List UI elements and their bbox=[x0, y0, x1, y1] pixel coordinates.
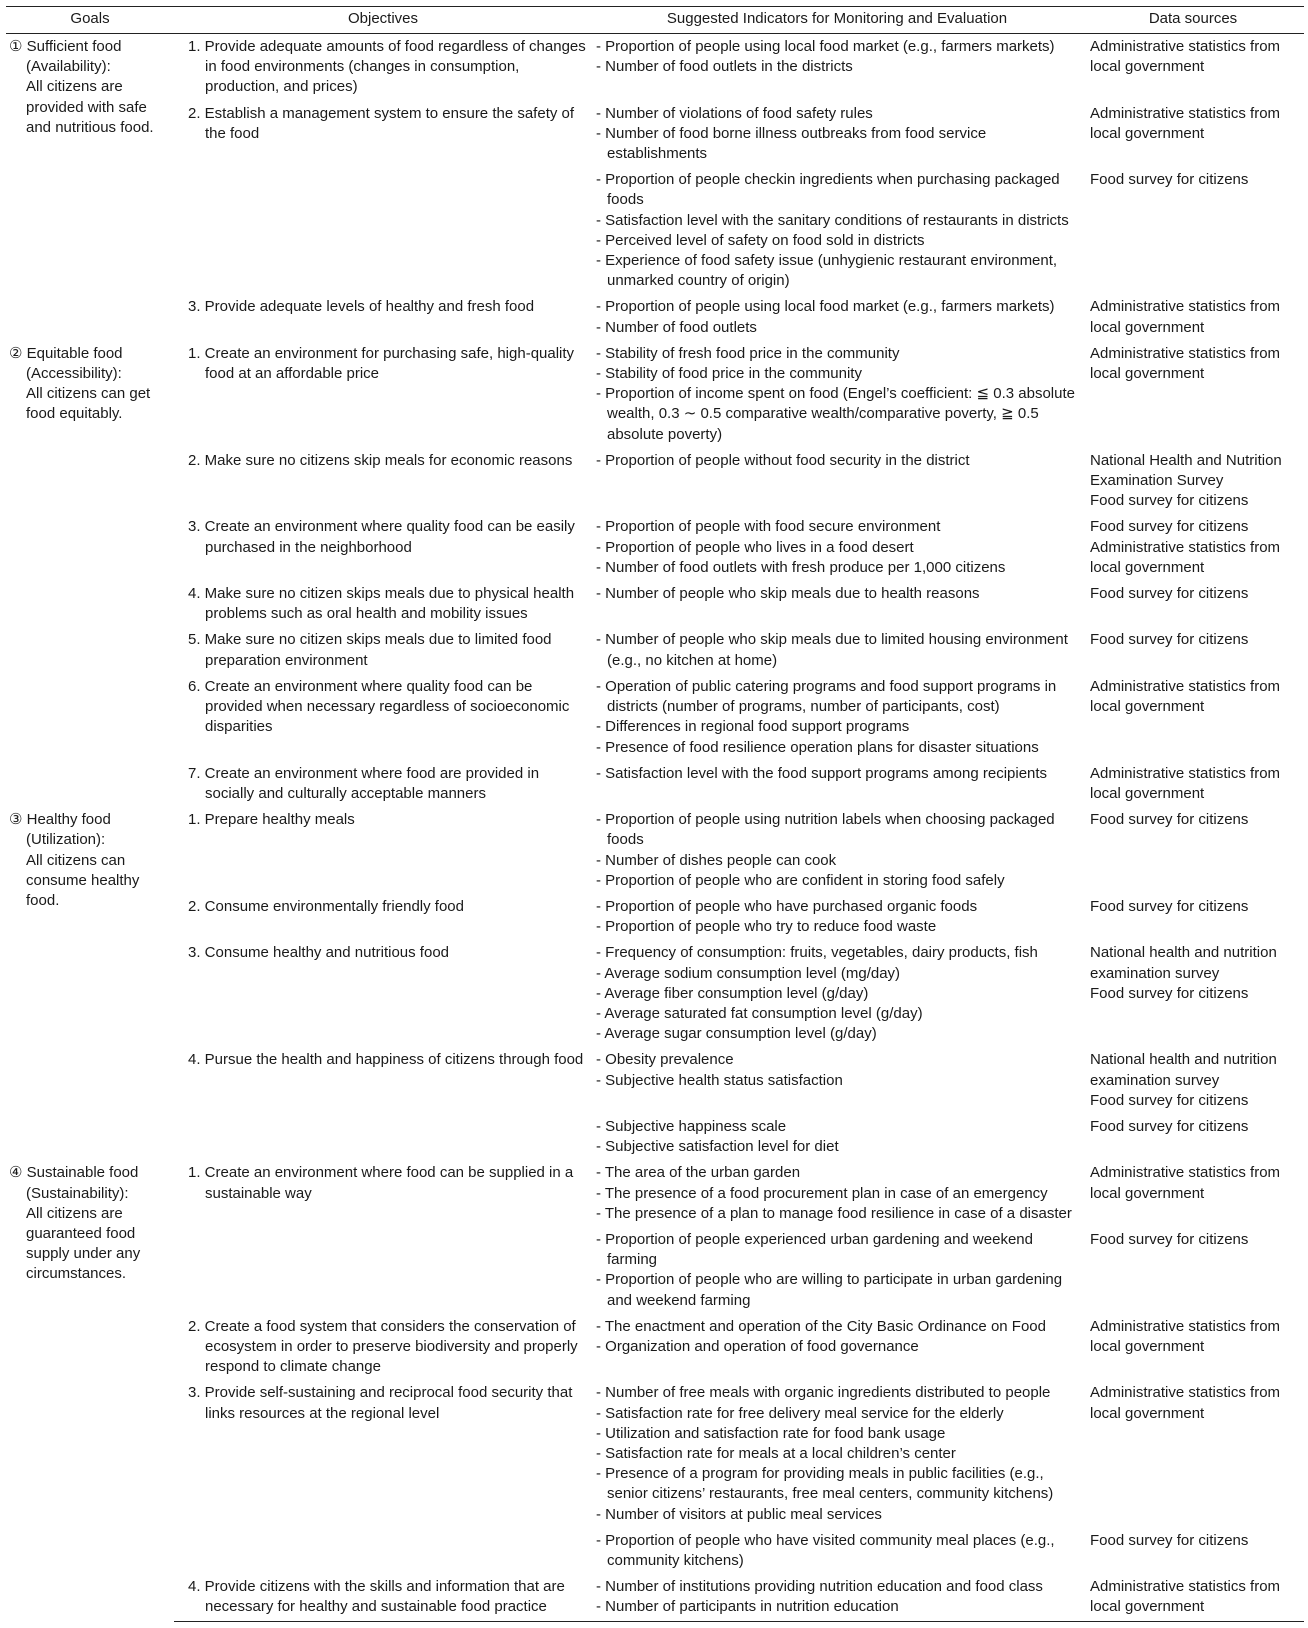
indicator-cell bbox=[592, 674, 1082, 761]
goal-cell bbox=[6, 807, 174, 1160]
indicator-item: - The presence of a food procurement plan in case of an emergency bbox=[596, 1184, 1048, 1202]
indicator-item: - Proportion of people using local food market (e.g., farmers markets) bbox=[596, 298, 1055, 316]
source-cell bbox=[1082, 581, 1304, 627]
source-text: Food survey for citizens bbox=[1090, 1117, 1249, 1135]
indicator-cell bbox=[592, 761, 1082, 807]
indicator-cell bbox=[592, 894, 1082, 940]
indicator-item: - Average sodium consumption level (mg/day) bbox=[596, 964, 901, 982]
source-text: National Health and Nutrition Examination Survey bbox=[1090, 451, 1282, 490]
objective-cell bbox=[174, 674, 592, 761]
source-text: Food survey for citizens bbox=[1090, 811, 1249, 829]
source-text: Food survey for citizens bbox=[1090, 1230, 1249, 1248]
objective-text: 6. Create an environment where quality food can be provided when necessary regardless of socioeconomic disparities bbox=[188, 677, 570, 736]
header-data-sources: Data sources bbox=[1082, 7, 1304, 34]
source-cell bbox=[1082, 1314, 1304, 1381]
indicator-item: - Experience of food safety issue (unhygienic restaurant environment, unmarked country of origin) bbox=[596, 252, 1058, 290]
objective-text: 2. Establish a management system to ensure the safety of the food bbox=[188, 104, 575, 142]
table-row bbox=[6, 761, 1304, 807]
indicator-item: - Obesity prevalence bbox=[596, 1051, 734, 1069]
indicator-cell bbox=[592, 627, 1082, 673]
source-text: Food survey for citizens bbox=[1090, 585, 1249, 603]
goal-line: (Sustainability): bbox=[26, 1184, 129, 1202]
source-cell bbox=[1082, 1574, 1304, 1621]
objective-text: 3. Create an environment where quality food can be easily purchased in the neighborhood bbox=[188, 518, 575, 556]
goal-line: ② Equitable food bbox=[9, 344, 123, 362]
indicator-item: - Operation of public catering programs and food support programs in districts (number of programs, number of participants, cost) bbox=[596, 677, 1057, 716]
source-text: Administrative statistics from local government bbox=[1090, 344, 1281, 383]
indicator-item: - Satisfaction rate for free delivery meal service for the elderly bbox=[596, 1404, 1004, 1422]
indicator-cell bbox=[592, 807, 1082, 894]
objective-cell bbox=[174, 1160, 592, 1313]
table-row bbox=[6, 940, 1304, 1047]
objective-text: 1. Create an environment for purchasing safe, high-quality food at an affordable price bbox=[188, 344, 575, 383]
goal-line: All citizens are bbox=[26, 78, 123, 96]
indicator-cell bbox=[592, 34, 1082, 101]
table-row bbox=[6, 294, 1304, 340]
source-text: Food survey for citizens bbox=[1090, 1531, 1249, 1549]
indicator-item: - Proportion of people who try to reduce food waste bbox=[596, 918, 937, 936]
indicator-item: - Number of violations of food safety rules bbox=[596, 104, 873, 122]
indicator-item: - Subjective happiness scale bbox=[596, 1117, 787, 1135]
objective-cell bbox=[174, 101, 592, 295]
indicator-item: - Number of visitors at public meal services bbox=[596, 1505, 882, 1523]
table-row bbox=[6, 807, 1304, 894]
indicator-item: - Stability of food price in the community bbox=[596, 365, 862, 383]
indicator-cell bbox=[592, 1380, 1082, 1527]
goal-line: (Availability): bbox=[26, 58, 111, 76]
objective-text: 5. Make sure no citizen skips meals due to limited food preparation environment bbox=[188, 631, 552, 669]
goal-line: ① Sufficient food bbox=[9, 38, 122, 55]
objective-cell bbox=[174, 807, 592, 894]
table-row bbox=[6, 581, 1304, 627]
source-cell bbox=[1082, 1380, 1304, 1527]
source-cell bbox=[1082, 1114, 1304, 1160]
goal-line: (Utilization): bbox=[26, 831, 106, 849]
indicator-item: - The enactment and operation of the City Basic Ordinance on Food bbox=[596, 1317, 1046, 1335]
indicator-item: - Proportion of people who are confident in storing food safely bbox=[596, 871, 1005, 889]
table-row bbox=[6, 1574, 1304, 1621]
indicator-item: - Number of food outlets in the districts bbox=[596, 58, 853, 76]
source-text: Administrative statistics from local government bbox=[1090, 1384, 1281, 1422]
indicator-item: - Satisfaction level with the sanitary conditions of restaurants in districts bbox=[596, 211, 1069, 229]
goal-line: All citizens are bbox=[26, 1204, 123, 1222]
indicator-item: - Proportion of people who have purchased organic foods bbox=[596, 897, 978, 915]
objective-cell bbox=[174, 627, 592, 673]
source-cell bbox=[1082, 1047, 1304, 1114]
objective-cell bbox=[174, 940, 592, 1047]
objective-cell bbox=[174, 34, 592, 101]
objective-cell bbox=[174, 1047, 592, 1160]
source-text: Administrative statistics from local government bbox=[1090, 1164, 1281, 1202]
source-text: Administrative statistics from local government bbox=[1090, 764, 1281, 802]
indicator-cell bbox=[592, 940, 1082, 1047]
indicator-item: - Presence of a program for providing meals in public facilities (e.g., senior citizens’ restaurants, free meal centers, community kitchens) bbox=[596, 1465, 1054, 1503]
source-cell bbox=[1082, 1160, 1304, 1227]
objective-text: 1. Prepare healthy meals bbox=[188, 811, 355, 829]
indicator-item: - Perceived level of safety on food sold in districts bbox=[596, 231, 925, 249]
header-goals: Goals bbox=[6, 7, 174, 34]
source-text: Administrative statistics from local government bbox=[1090, 38, 1281, 76]
goal-cell bbox=[6, 34, 174, 341]
objective-text: 3. Provide adequate levels of healthy and fresh food bbox=[188, 298, 535, 316]
goal-line: food equitably. bbox=[26, 405, 123, 423]
table-row bbox=[6, 1380, 1304, 1527]
objective-text: 2. Make sure no citizens skip meals for economic reasons bbox=[188, 451, 573, 469]
indicator-cell bbox=[592, 1160, 1082, 1227]
goal-line: circumstances. bbox=[26, 1265, 127, 1283]
indicator-item: - Proportion of people without food security in the district bbox=[596, 451, 970, 469]
source-cell bbox=[1082, 761, 1304, 807]
indicator-item: - Number of food outlets with fresh produce per 1,000 citizens bbox=[596, 558, 1006, 576]
goal-line: supply under any bbox=[26, 1245, 141, 1263]
indicator-item: - Number of food borne illness outbreaks from food service establishments bbox=[596, 124, 987, 163]
indicator-cell bbox=[592, 1227, 1082, 1314]
indicator-item: - Proportion of income spent on food (Engel’s coefficient: ≦ 0.3 absolute wealth, 0.3 ∼ 0.5 comparative wealth/comparative poverty, ≧ 0.5 absolute poverty) bbox=[596, 385, 1075, 443]
objective-cell bbox=[174, 1574, 592, 1621]
indicator-cell bbox=[592, 514, 1082, 581]
objective-text: 4. Provide citizens with the skills and information that are necessary for healthy and sustainable food practice bbox=[188, 1578, 565, 1616]
goal-line: ③ Healthy food bbox=[9, 811, 111, 829]
objective-text: 2. Consume environmentally friendly food bbox=[188, 897, 464, 915]
objective-text: 4. Pursue the health and happiness of citizens through food bbox=[188, 1051, 584, 1069]
objective-text: 1. Create an environment where food can be supplied in a sustainable way bbox=[188, 1164, 574, 1202]
objective-cell bbox=[174, 294, 592, 340]
indicator-item: - Satisfaction rate for meals at a local children’s center bbox=[596, 1445, 956, 1462]
source-text: Administrative statistics from local government bbox=[1090, 1578, 1281, 1616]
source-text: National health and nutrition examination survey bbox=[1090, 944, 1277, 982]
table-row bbox=[6, 514, 1304, 581]
source-cell bbox=[1082, 167, 1304, 294]
indicator-item: - Average sugar consumption level (g/day) bbox=[596, 1025, 877, 1043]
table-row bbox=[6, 101, 1304, 168]
source-cell bbox=[1082, 940, 1304, 1047]
objective-cell bbox=[174, 514, 592, 581]
indicator-item: - Proportion of people using local food market (e.g., farmers markets) bbox=[596, 38, 1055, 55]
goal-line: (Accessibility): bbox=[26, 365, 122, 383]
objective-cell bbox=[174, 581, 592, 627]
source-cell bbox=[1082, 341, 1304, 448]
goal-line: guaranteed food bbox=[26, 1224, 136, 1242]
indicator-item: - Number of free meals with organic ingredients distributed to people bbox=[596, 1384, 1051, 1402]
indicator-item: - Presence of food resilience operation plans for disaster situations bbox=[596, 738, 1039, 756]
table-row bbox=[6, 448, 1304, 515]
objective-text: 3. Consume healthy and nutritious food bbox=[188, 944, 449, 962]
indicator-item: - Stability of fresh food price in the community bbox=[596, 344, 900, 362]
goal-line: provided with safe bbox=[26, 98, 147, 116]
indicator-item: - Average saturated fat consumption level (g/day) bbox=[596, 1004, 923, 1022]
goal-line: consume healthy bbox=[26, 871, 140, 889]
goal-line: ④ Sustainable food bbox=[9, 1164, 139, 1182]
source-text: Food survey for citizens bbox=[1090, 631, 1249, 649]
source-cell bbox=[1082, 627, 1304, 673]
indicator-item: - Utilization and satisfaction rate for food bank usage bbox=[596, 1424, 946, 1442]
objective-text: 7. Create an environment where food are provided in socially and culturally acceptable manners bbox=[188, 764, 540, 802]
indicator-item: - Frequency of consumption: fruits, vegetables, dairy products, fish bbox=[596, 944, 1038, 962]
source-text: National health and nutrition examination survey bbox=[1090, 1051, 1277, 1089]
indicator-item: - Satisfaction level with the food support programs among recipients bbox=[596, 764, 1048, 782]
table-body bbox=[6, 34, 1304, 1622]
indicator-cell bbox=[592, 581, 1082, 627]
indicator-item: - The presence of a plan to manage food resilience in case of a disaster bbox=[596, 1204, 1072, 1222]
indicator-item: - Number of people who skip meals due to limited housing environment (e.g., no kitchen at home) bbox=[596, 631, 1068, 669]
source-cell bbox=[1082, 1227, 1304, 1314]
indicator-item: - Subjective health status satisfaction bbox=[596, 1071, 843, 1089]
source-text: Administrative statistics from local government bbox=[1090, 1317, 1281, 1355]
source-cell bbox=[1082, 1528, 1304, 1574]
indicator-item: - Number of food outlets bbox=[596, 318, 757, 336]
goal-cell bbox=[6, 341, 174, 807]
objective-cell bbox=[174, 761, 592, 807]
source-text: Administrative statistics from local government bbox=[1090, 104, 1281, 142]
source-text: Food survey for citizens bbox=[1090, 492, 1249, 510]
source-text: Food survey for citizens bbox=[1090, 1091, 1249, 1109]
objective-text: 2. Create a food system that considers the conservation of ecosystem in order to preserve biodiversity and properly respond to climate change bbox=[188, 1317, 578, 1376]
source-text: Food survey for citizens bbox=[1090, 984, 1249, 1002]
indicator-item: - Differences in regional food support programs bbox=[596, 718, 910, 736]
table-row bbox=[6, 1047, 1304, 1114]
source-cell bbox=[1082, 674, 1304, 761]
document bbox=[6, 6, 1304, 1622]
objective-cell bbox=[174, 1380, 592, 1574]
objective-cell bbox=[174, 341, 592, 448]
objective-text: 3. Provide self-sustaining and reciprocal food security that links resources at the regional level bbox=[188, 1384, 573, 1422]
source-text: Food survey for citizens bbox=[1090, 897, 1249, 915]
objective-cell bbox=[174, 448, 592, 515]
indicator-item: - Average fiber consumption level (g/day) bbox=[596, 984, 869, 1002]
objective-text: 1. Provide adequate amounts of food regardless of changes in food environments (changes in consumption, production, and prices) bbox=[188, 38, 586, 96]
indicator-item: - Number of institutions providing nutrition education and food class bbox=[596, 1578, 1043, 1596]
source-text: Administrative statistics from local government bbox=[1090, 298, 1281, 336]
indicator-cell bbox=[592, 1314, 1082, 1381]
source-cell bbox=[1082, 894, 1304, 940]
indicator-cell bbox=[592, 341, 1082, 448]
indicator-item: - Subjective satisfaction level for diet bbox=[596, 1138, 839, 1156]
source-cell bbox=[1082, 294, 1304, 340]
goal-line: and nutritious food. bbox=[26, 118, 154, 136]
table-row bbox=[6, 34, 1304, 101]
table-row bbox=[6, 341, 1304, 448]
header-indicators: Suggested Indicators for Monitoring and Evaluation bbox=[592, 7, 1082, 34]
indicator-item: - Number of dishes people can cook bbox=[596, 851, 837, 869]
table-row bbox=[6, 1314, 1304, 1381]
indicator-item: - Proportion of people who lives in a food desert bbox=[596, 538, 914, 556]
objective-cell bbox=[174, 1314, 592, 1381]
source-cell bbox=[1082, 807, 1304, 894]
table-row bbox=[6, 674, 1304, 761]
goal-cell bbox=[6, 1160, 174, 1621]
table-row bbox=[6, 1160, 1304, 1227]
indicator-item: - Proportion of people who are willing to participate in urban gardening and weekend farming bbox=[596, 1271, 1063, 1309]
table-header-row bbox=[6, 7, 1304, 34]
header-objectives: Objectives bbox=[174, 7, 592, 34]
indicator-cell bbox=[592, 101, 1082, 168]
source-cell bbox=[1082, 448, 1304, 515]
goal-line: food. bbox=[26, 891, 60, 909]
indicator-cell bbox=[592, 1047, 1082, 1114]
indicator-item: - Number of people who skip meals due to health reasons bbox=[596, 585, 980, 603]
table-row bbox=[6, 627, 1304, 673]
source-text: Food survey for citizens bbox=[1090, 171, 1249, 189]
indicator-cell bbox=[592, 294, 1082, 340]
monitoring-table bbox=[6, 6, 1304, 1622]
indicator-item: - Organization and operation of food governance bbox=[596, 1337, 919, 1355]
indicator-item: - Proportion of people using nutrition labels when choosing packaged foods bbox=[596, 811, 1055, 849]
indicator-item: - The area of the urban garden bbox=[596, 1164, 801, 1182]
indicator-item: - Proportion of people with food secure environment bbox=[596, 518, 941, 536]
source-cell bbox=[1082, 34, 1304, 101]
objective-text: 4. Make sure no citizen skips meals due to physical health problems such as oral health and mobility issues bbox=[188, 585, 575, 623]
indicator-item: - Number of participants in nutrition education bbox=[596, 1598, 899, 1616]
indicator-item: - Proportion of people experienced urban gardening and weekend farming bbox=[596, 1230, 1033, 1269]
goal-line: All citizens can get bbox=[26, 385, 151, 403]
source-text: Administrative statistics from local government bbox=[1090, 677, 1281, 716]
source-text: Administrative statistics from local government bbox=[1090, 538, 1281, 576]
indicator-cell bbox=[592, 167, 1082, 294]
indicator-cell bbox=[592, 1528, 1082, 1574]
source-cell bbox=[1082, 514, 1304, 581]
indicator-cell bbox=[592, 1114, 1082, 1160]
indicator-item: - Proportion of people who have visited community meal places (e.g., community kitchens) bbox=[596, 1531, 1055, 1570]
source-cell bbox=[1082, 101, 1304, 168]
source-text: Food survey for citizens bbox=[1090, 518, 1249, 536]
indicator-item: - Proportion of people checkin ingredients when purchasing packaged foods bbox=[596, 171, 1060, 209]
indicator-cell bbox=[592, 448, 1082, 515]
table-row bbox=[6, 894, 1304, 940]
indicator-cell bbox=[592, 1574, 1082, 1621]
goal-line: All citizens can bbox=[26, 851, 126, 869]
objective-cell bbox=[174, 894, 592, 940]
